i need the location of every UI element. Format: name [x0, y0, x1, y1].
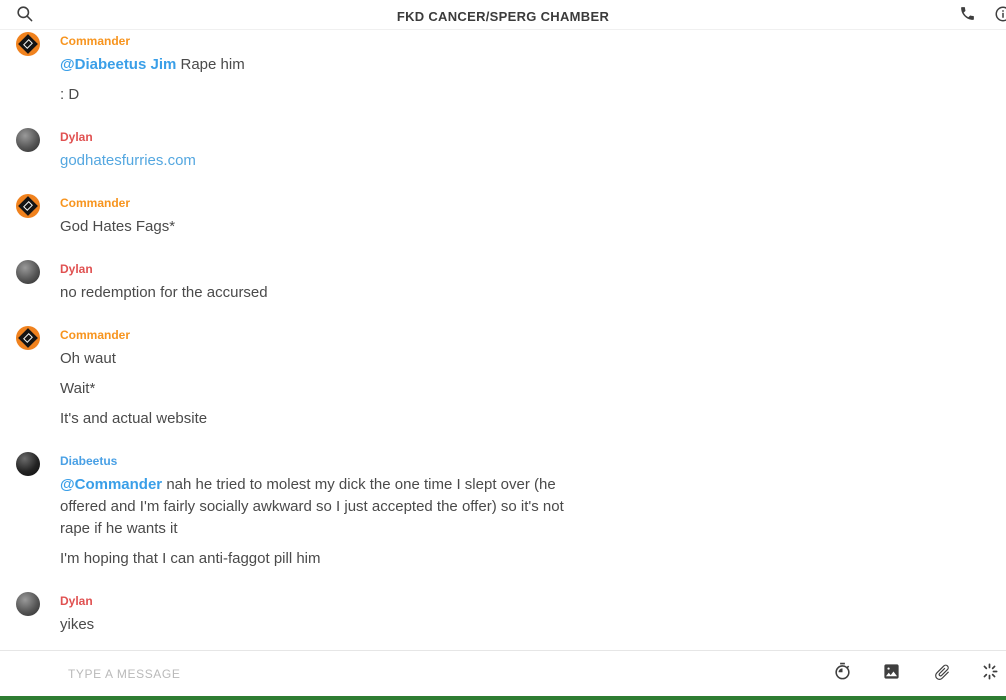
composer-bar	[0, 650, 1006, 696]
message-text: I'm hoping that I can anti-faggot pill him	[60, 550, 321, 567]
message-list[interactable]	[0, 30, 1006, 650]
message-text: Rape him	[176, 56, 245, 73]
avatar-commander[interactable]	[16, 194, 40, 218]
message-paragraph	[60, 282, 565, 304]
username[interactable]: Commander	[60, 328, 131, 342]
message-text: : D	[60, 86, 80, 103]
message-content	[60, 326, 990, 438]
message-paragraph	[60, 54, 565, 76]
message-text: Wait*	[60, 380, 96, 397]
send-status-button[interactable]	[978, 663, 1000, 685]
conversation-title: FKD CANCER/SPERG CHAMBER	[396, 9, 610, 24]
username[interactable]: Commander	[60, 34, 131, 48]
attach-image-button[interactable]	[880, 663, 902, 685]
message-input[interactable]	[16, 667, 804, 681]
message-link[interactable]: godhatesfurries.com	[60, 152, 196, 169]
burst-icon	[980, 662, 999, 686]
message-paragraph	[60, 408, 565, 430]
message-paragraph	[60, 378, 565, 400]
user-mention[interactable]: @Commander	[60, 476, 163, 493]
message-group	[16, 194, 990, 246]
message-text: Oh waut	[60, 350, 116, 367]
avatar-diabeetus[interactable]	[16, 452, 40, 476]
avatar-dylan[interactable]	[16, 128, 40, 152]
message-paragraph	[60, 548, 565, 570]
message-text: nah he tried to molest my dick the one time I slept over (he offered and I'm fairly socially awkward so I just accepted the offer) so it's not rape if he wants it	[60, 476, 564, 537]
message-group	[16, 128, 990, 180]
username[interactable]: Dylan	[60, 130, 93, 144]
user-mention[interactable]: @Diabeetus Jim	[60, 56, 177, 73]
message-content	[60, 260, 990, 312]
message-paragraph	[60, 474, 565, 540]
avatar-commander[interactable]	[16, 32, 40, 56]
message-text: no redemption for the accursed	[60, 284, 268, 301]
avatar-dylan[interactable]	[16, 592, 40, 616]
info-icon	[994, 5, 1006, 28]
message-group	[16, 326, 990, 438]
message-text: yikes	[60, 616, 95, 633]
message-group	[16, 592, 990, 644]
message-group	[16, 260, 990, 312]
message-group	[16, 32, 990, 114]
phone-icon	[959, 5, 976, 27]
message-text: It's and actual website	[60, 410, 208, 427]
message-paragraph	[60, 84, 565, 106]
avatar-commander[interactable]	[16, 326, 40, 350]
exploding-message-button[interactable]	[831, 663, 853, 685]
message-content	[60, 452, 990, 578]
message-content	[60, 128, 990, 180]
message-group	[16, 452, 990, 578]
info-button[interactable]	[992, 5, 1006, 27]
paperclip-icon	[925, 658, 955, 688]
message-content	[60, 592, 990, 644]
message-text: God Hates Fags*	[60, 218, 176, 235]
avatar-dylan[interactable]	[16, 260, 40, 284]
username[interactable]: Commander	[60, 196, 131, 210]
message-content	[60, 194, 990, 246]
message-content	[60, 32, 990, 114]
message-paragraph	[60, 216, 565, 238]
message-paragraph	[60, 614, 565, 636]
username[interactable]: Dylan	[60, 262, 93, 276]
message-paragraph	[60, 150, 565, 172]
header-bar	[0, 0, 1006, 30]
image-icon	[882, 662, 901, 686]
timer-icon	[833, 662, 852, 686]
bottom-accent-bar	[0, 696, 1006, 700]
message-paragraph	[60, 348, 565, 370]
username[interactable]: Diabeetus	[60, 454, 118, 468]
username[interactable]: Dylan	[60, 594, 93, 608]
call-button[interactable]	[956, 5, 978, 27]
attach-file-button[interactable]	[929, 663, 951, 685]
